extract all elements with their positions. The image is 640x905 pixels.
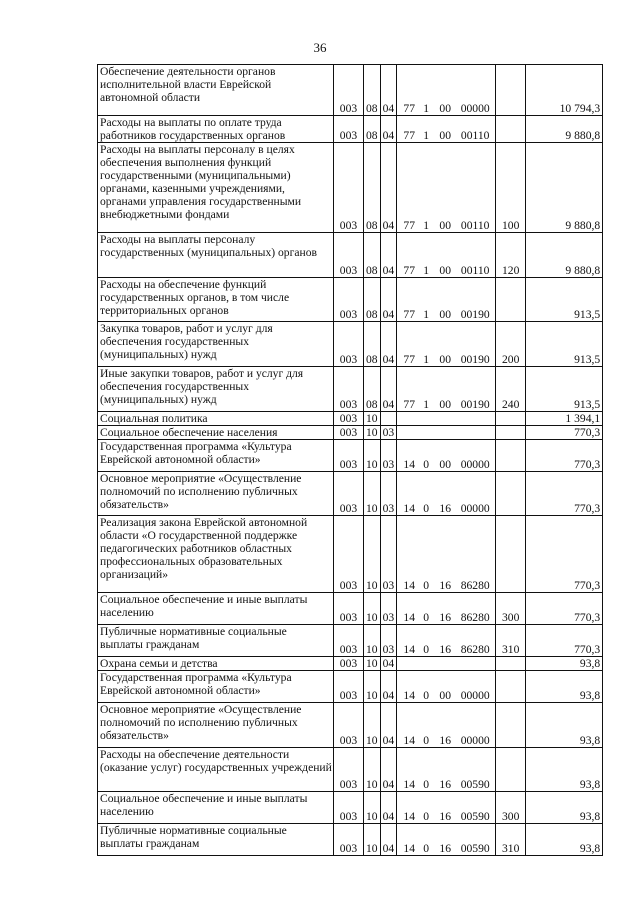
target-article-code (397, 703, 496, 748)
subsection-code: 04 (380, 116, 397, 143)
expense-name: Социальное обеспечение и иные выплаты населению (98, 792, 334, 824)
target-article-part: 86280 (460, 643, 490, 656)
target-article-part: 00590 (460, 778, 490, 791)
grbs-code: 003 (334, 440, 364, 472)
grbs-code: 003 (334, 367, 364, 412)
section-code: 10 (364, 426, 381, 440)
expense-type-code: 200 (496, 322, 526, 367)
table-row (98, 792, 603, 824)
table-row (98, 671, 603, 703)
subsection-code: 04 (380, 824, 397, 856)
section-code: 08 (364, 143, 381, 233)
section-code: 10 (364, 593, 381, 625)
target-article-code (397, 65, 496, 116)
target-article-part: 00000 (460, 458, 490, 471)
grbs-code: 003 (334, 65, 364, 116)
subsection-code: 04 (380, 367, 397, 412)
subsection-code: 04 (380, 703, 397, 748)
amount: 1 394,1 (526, 412, 603, 426)
table-body (98, 65, 603, 856)
section-code: 10 (364, 824, 381, 856)
target-article-part: 00000 (460, 102, 490, 115)
section-code: 10 (364, 671, 381, 703)
grbs-code: 003 (334, 748, 364, 792)
table-row (98, 233, 603, 278)
grbs-code: 003 (334, 426, 364, 440)
target-article-code (397, 792, 496, 824)
target-article-part: 1 (423, 129, 430, 142)
table-row (98, 625, 603, 657)
expense-type-code (496, 412, 526, 426)
amount: 770,3 (526, 440, 603, 472)
expense-type-code (496, 440, 526, 472)
expense-name: Расходы на обеспечение деятельности (оказание услуг) государственных учреждений (98, 748, 334, 792)
target-article-part: 0 (423, 579, 430, 592)
target-article-code (397, 322, 496, 367)
table-row (98, 412, 603, 426)
target-article-part: 00 (439, 219, 451, 232)
target-article-part: 16 (439, 579, 451, 592)
target-article-code (397, 116, 496, 143)
target-article-part: 0 (423, 643, 430, 656)
subsection-code: 04 (380, 143, 397, 233)
target-article-part: 16 (439, 643, 451, 656)
table-row (98, 748, 603, 792)
target-article-code (397, 516, 496, 593)
subsection-code: 04 (380, 792, 397, 824)
expense-name: Охрана семьи и детства (98, 657, 334, 671)
section-code: 08 (364, 65, 381, 116)
target-article-part: 77 (403, 129, 415, 142)
target-article-code (397, 625, 496, 657)
page-number: 36 (313, 40, 327, 55)
target-article-part: 77 (403, 102, 415, 115)
subsection-code: 03 (380, 516, 397, 593)
target-article-part: 14 (403, 611, 415, 624)
target-article-code (397, 824, 496, 856)
expense-name: Расходы на обеспечение функций государственных органов, в том числе территориальных органов (98, 278, 334, 322)
expense-name: Социальное обеспечение и иные выплаты населению (98, 593, 334, 625)
grbs-code: 003 (334, 792, 364, 824)
target-article-part: 14 (403, 643, 415, 656)
amount: 93,8 (526, 748, 603, 792)
expense-name: Закупка товаров, работ и услуг для обеспечения государственных (муниципальных) нужд (98, 322, 334, 367)
table-row (98, 440, 603, 472)
target-article-part: 77 (403, 219, 415, 232)
target-article-part: 16 (439, 502, 451, 515)
target-article-part: 00000 (460, 502, 490, 515)
section-code: 10 (364, 472, 381, 516)
subsection-code: 04 (380, 278, 397, 322)
target-article-part: 1 (423, 264, 430, 277)
subsection-code: 04 (380, 65, 397, 116)
amount: 93,8 (526, 671, 603, 703)
expense-type-code: 300 (496, 792, 526, 824)
target-article-part: 00110 (460, 129, 490, 142)
target-article-part: 1 (423, 308, 430, 321)
subsection-code: 04 (380, 322, 397, 367)
subsection-code: 03 (380, 593, 397, 625)
target-article-part: 00 (439, 398, 451, 411)
table-row (98, 472, 603, 516)
section-code: 10 (364, 792, 381, 824)
target-article-part: 00 (439, 689, 451, 702)
target-article-part: 14 (403, 734, 415, 747)
target-article-part: 0 (423, 778, 430, 791)
target-article-part: 00 (439, 264, 451, 277)
target-article-code (397, 472, 496, 516)
target-article-part: 1 (423, 398, 430, 411)
target-article-part: 1 (423, 102, 430, 115)
target-article-part: 77 (403, 308, 415, 321)
amount: 93,8 (526, 824, 603, 856)
amount: 770,3 (526, 625, 603, 657)
section-code: 10 (364, 412, 381, 426)
target-article-part: 16 (439, 734, 451, 747)
target-article-part: 0 (423, 842, 430, 855)
subsection-code: 04 (380, 657, 397, 671)
target-article-part: 14 (403, 810, 415, 823)
expense-name: Реализация закона Еврейской автономной области «О государственной поддержке педагогических работников областных профессиональных образовательных организаций» (98, 516, 334, 593)
target-article-part: 86280 (460, 579, 490, 592)
section-code: 10 (364, 625, 381, 657)
expense-name: Иные закупки товаров, работ и услуг для обеспечения государственных (муниципальных) нужд (98, 367, 334, 412)
amount: 9 880,8 (526, 233, 603, 278)
grbs-code: 003 (334, 703, 364, 748)
expense-name: Социальная политика (98, 412, 334, 426)
grbs-code: 003 (334, 824, 364, 856)
target-article-part: 0 (423, 734, 430, 747)
target-article-part: 00190 (460, 308, 490, 321)
grbs-code: 003 (334, 657, 364, 671)
table-row (98, 703, 603, 748)
target-article-part: 00 (439, 308, 451, 321)
amount: 9 880,8 (526, 116, 603, 143)
amount: 770,3 (526, 472, 603, 516)
grbs-code: 003 (334, 412, 364, 426)
target-article-part: 14 (403, 579, 415, 592)
section-code: 08 (364, 322, 381, 367)
section-code: 08 (364, 278, 381, 322)
subsection-code: 04 (380, 233, 397, 278)
table-row (98, 116, 603, 143)
target-article-code (397, 143, 496, 233)
section-code: 10 (364, 657, 381, 671)
table-row (98, 426, 603, 440)
target-article-part: 16 (439, 810, 451, 823)
target-article-part: 00 (439, 102, 451, 115)
grbs-code: 003 (334, 671, 364, 703)
section-code: 10 (364, 748, 381, 792)
target-article-part: 0 (423, 502, 430, 515)
expense-name: Основное мероприятие «Осуществление полномочий по исполнению публичных обязательств» (98, 703, 334, 748)
expense-type-code: 300 (496, 593, 526, 625)
target-article-code (397, 748, 496, 792)
target-article-part: 00 (439, 129, 451, 142)
target-article-part: 86280 (460, 611, 490, 624)
expense-name: Расходы на выплаты персоналу в целях обеспечения выполнения функций государственными (муниципальными) органами, казенными учреждениями, органами управления государственными внебюджетными фондами (98, 143, 334, 233)
table-row (98, 593, 603, 625)
expense-type-code (496, 657, 526, 671)
section-code: 10 (364, 703, 381, 748)
expense-type-code (496, 671, 526, 703)
target-article-part: 0 (423, 611, 430, 624)
expense-type-code (496, 65, 526, 116)
expense-name: Расходы на выплаты персоналу государственных (муниципальных) органов (98, 233, 334, 278)
target-article-code (397, 657, 496, 671)
expense-type-code (496, 472, 526, 516)
grbs-code: 003 (334, 472, 364, 516)
expense-type-code (496, 426, 526, 440)
target-article-code (397, 593, 496, 625)
expense-name: Основное мероприятие «Осуществление полномочий по исполнению публичных обязательств» (98, 472, 334, 516)
amount: 770,3 (526, 426, 603, 440)
target-article-part: 00190 (460, 398, 490, 411)
table-row (98, 278, 603, 322)
target-article-part: 77 (403, 264, 415, 277)
target-article-part: 00 (439, 458, 451, 471)
table-row (98, 143, 603, 233)
target-article-part: 00000 (460, 689, 490, 702)
expense-name: Расходы на выплаты по оплате труда работников государственных органов (98, 116, 334, 143)
target-article-part: 0 (423, 689, 430, 702)
subsection-code: 03 (380, 472, 397, 516)
target-article-part: 16 (439, 611, 451, 624)
amount: 913,5 (526, 367, 603, 412)
table-row (98, 322, 603, 367)
table-row (98, 824, 603, 856)
grbs-code: 003 (334, 625, 364, 657)
target-article-code (397, 367, 496, 412)
target-article-code (397, 671, 496, 703)
subsection-code: 03 (380, 426, 397, 440)
amount: 913,5 (526, 322, 603, 367)
expense-name: Государственная программа «Культура Еврейской автономной области» (98, 440, 334, 472)
target-article-code (397, 233, 496, 278)
target-article-part: 16 (439, 778, 451, 791)
grbs-code: 003 (334, 516, 364, 593)
expense-type-code (496, 116, 526, 143)
target-article-part: 1 (423, 219, 430, 232)
target-article-part: 0 (423, 458, 430, 471)
section-code: 08 (364, 367, 381, 412)
expense-name: Государственная программа «Культура Еврейской автономной области» (98, 671, 334, 703)
table-row (98, 367, 603, 412)
grbs-code: 003 (334, 143, 364, 233)
section-code: 08 (364, 116, 381, 143)
target-article-part: 14 (403, 458, 415, 471)
target-article-code (397, 440, 496, 472)
amount: 93,8 (526, 703, 603, 748)
amount: 913,5 (526, 278, 603, 322)
grbs-code: 003 (334, 278, 364, 322)
target-article-part: 1 (423, 353, 430, 366)
target-article-part: 00590 (460, 842, 490, 855)
subsection-code: 03 (380, 440, 397, 472)
target-article-part: 00110 (460, 264, 490, 277)
expense-type-code (496, 278, 526, 322)
target-article-part: 0 (423, 810, 430, 823)
expense-name: Публичные нормативные социальные выплаты гражданам (98, 824, 334, 856)
expense-type-code: 240 (496, 367, 526, 412)
grbs-code: 003 (334, 322, 364, 367)
expense-type-code: 310 (496, 824, 526, 856)
section-code: 10 (364, 516, 381, 593)
amount: 770,3 (526, 593, 603, 625)
expense-name: Обеспечение деятельности органов исполнительной власти Еврейской автономной области (98, 65, 334, 116)
expense-name: Публичные нормативные социальные выплаты гражданам (98, 625, 334, 657)
expense-name: Социальное обеспечение населения (98, 426, 334, 440)
amount: 10 794,3 (526, 65, 603, 116)
target-article-part: 16 (439, 842, 451, 855)
expense-type-code: 100 (496, 143, 526, 233)
target-article-part: 14 (403, 842, 415, 855)
target-article-part: 00590 (460, 810, 490, 823)
target-article-part: 00000 (460, 734, 490, 747)
expense-type-code: 120 (496, 233, 526, 278)
subsection-code: 04 (380, 748, 397, 792)
target-article-part: 00190 (460, 353, 490, 366)
budget-table (97, 64, 603, 856)
amount: 9 880,8 (526, 143, 603, 233)
target-article-part: 14 (403, 778, 415, 791)
table-row (98, 516, 603, 593)
expense-type-code (496, 748, 526, 792)
subsection-code: 04 (380, 671, 397, 703)
target-article-part: 00110 (460, 219, 490, 232)
amount: 93,8 (526, 657, 603, 671)
table-row (98, 65, 603, 116)
target-article-code (397, 278, 496, 322)
target-article-code (397, 412, 496, 426)
expense-type-code (496, 703, 526, 748)
target-article-part: 14 (403, 689, 415, 702)
target-article-code (397, 426, 496, 440)
expense-type-code (496, 516, 526, 593)
target-article-part: 77 (403, 353, 415, 366)
section-code: 08 (364, 233, 381, 278)
amount: 93,8 (526, 792, 603, 824)
target-article-part: 00 (439, 353, 451, 366)
grbs-code: 003 (334, 116, 364, 143)
table-row (98, 657, 603, 671)
section-code: 10 (364, 440, 381, 472)
subsection-code: 03 (380, 625, 397, 657)
expense-type-code: 310 (496, 625, 526, 657)
grbs-code: 003 (334, 233, 364, 278)
target-article-part: 14 (403, 502, 415, 515)
grbs-code: 003 (334, 593, 364, 625)
amount: 770,3 (526, 516, 603, 593)
target-article-part: 77 (403, 398, 415, 411)
subsection-code (380, 412, 397, 426)
